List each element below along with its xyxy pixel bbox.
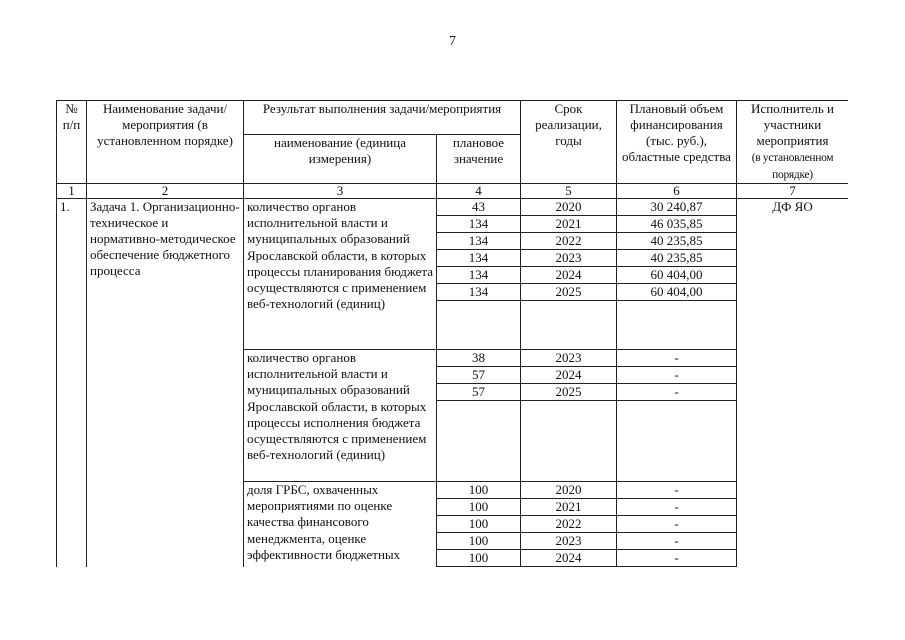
table-container: [56, 100, 848, 640]
finance-amount: -: [617, 550, 737, 567]
finance-amount: -: [617, 367, 737, 384]
result-description: количество органов исполнительной власти и муниципальных образований Ярославской области, в которых процессы планирования бюджета осуществляются с применением веб-технологий (единиц): [244, 199, 437, 350]
table-row: [57, 199, 849, 216]
col-number: 7: [737, 184, 849, 199]
empty-cell: [521, 333, 617, 350]
col-number: 3: [244, 184, 437, 199]
page-number: 7: [449, 34, 456, 49]
term-year: 2025: [521, 284, 617, 301]
empty-cell: [521, 433, 617, 449]
header-term: Срок реализации, годы: [521, 101, 617, 184]
finance-amount: -: [617, 482, 737, 499]
finance-amount: 40 235,85: [617, 250, 737, 267]
result-value: 100: [437, 533, 521, 550]
term-year: 2024: [521, 367, 617, 384]
term-year: 2022: [521, 233, 617, 250]
term-year: 2021: [521, 499, 617, 516]
term-year: 2022: [521, 516, 617, 533]
col-number: 2: [87, 184, 244, 199]
header-num: № п/п: [57, 101, 87, 184]
empty-cell: [617, 465, 737, 482]
task-name: Задача 1. Организационно-техническое и нормативно-методическое обеспечение бюджетного процесса: [87, 199, 244, 567]
col-number: 5: [521, 184, 617, 199]
program-table: [56, 100, 848, 567]
empty-cell: [617, 433, 737, 449]
finance-amount: -: [617, 499, 737, 516]
result-value: 43: [437, 199, 521, 216]
task-executor: ДФ ЯО: [737, 199, 849, 567]
empty-cell: [521, 317, 617, 333]
header-task-name: Наименование задачи/ мероприятия (в установленном порядке): [87, 101, 244, 184]
result-value: 100: [437, 516, 521, 533]
empty-cell: [437, 449, 521, 465]
result-value: 134: [437, 216, 521, 233]
result-value: 134: [437, 267, 521, 284]
result-value: 38: [437, 350, 521, 367]
empty-cell: [437, 333, 521, 350]
result-value: 57: [437, 367, 521, 384]
col-number: 6: [617, 184, 737, 199]
term-year: 2023: [521, 250, 617, 267]
empty-cell: [437, 417, 521, 433]
result-value: 134: [437, 233, 521, 250]
header-executor-note: (в установленном порядке): [751, 152, 834, 181]
term-year: 2024: [521, 550, 617, 567]
empty-cell: [437, 465, 521, 482]
empty-cell: [617, 401, 737, 418]
result-value: 134: [437, 284, 521, 301]
result-description: доля ГРБС, охваченных мероприятиями по оценке качества финансового менеджмента, оценке эффективности бюджетных: [244, 482, 437, 567]
column-numbers-row: [57, 184, 849, 199]
finance-amount: -: [617, 516, 737, 533]
header-result-group: Результат выполнения задачи/мероприятия: [244, 101, 521, 135]
term-year: 2020: [521, 482, 617, 499]
empty-cell: [437, 401, 521, 418]
result-value: 100: [437, 499, 521, 516]
finance-amount: 60 404,00: [617, 267, 737, 284]
empty-cell: [521, 401, 617, 418]
empty-cell: [617, 449, 737, 465]
finance-amount: -: [617, 350, 737, 367]
header-executor-main: Исполнитель и участники мероприятия: [751, 101, 834, 148]
result-value: 57: [437, 384, 521, 401]
header-result-value: плановое значение: [437, 135, 521, 184]
term-year: 2024: [521, 267, 617, 284]
term-year: 2021: [521, 216, 617, 233]
empty-cell: [521, 465, 617, 482]
term-year: 2025: [521, 384, 617, 401]
header-result-name: наименование (единица измерения): [244, 135, 437, 184]
header-executor: [737, 101, 849, 184]
term-year: 2020: [521, 199, 617, 216]
finance-amount: -: [617, 384, 737, 401]
result-value: 100: [437, 482, 521, 499]
empty-cell: [617, 301, 737, 318]
empty-cell: [437, 317, 521, 333]
header-row: [57, 101, 849, 135]
empty-cell: [437, 301, 521, 318]
finance-amount: 46 035,85: [617, 216, 737, 233]
finance-amount: 60 404,00: [617, 284, 737, 301]
empty-cell: [617, 317, 737, 333]
empty-cell: [521, 449, 617, 465]
col-number: 1: [57, 184, 87, 199]
empty-cell: [617, 417, 737, 433]
empty-cell: [617, 333, 737, 350]
empty-cell: [521, 301, 617, 318]
finance-amount: 40 235,85: [617, 233, 737, 250]
result-value: 100: [437, 550, 521, 567]
result-value: 134: [437, 250, 521, 267]
task-number: 1.: [57, 199, 87, 567]
empty-cell: [437, 433, 521, 449]
term-year: 2023: [521, 533, 617, 550]
finance-amount: -: [617, 533, 737, 550]
col-number: 4: [437, 184, 521, 199]
term-year: 2023: [521, 350, 617, 367]
result-description: количество органов исполнительной власти и муниципальных образований Ярославской области, в которых процессы исполнения бюджета осуществляются с применением веб-технологий (единиц): [244, 350, 437, 482]
finance-amount: 30 240,87: [617, 199, 737, 216]
header-finance: Плановый объем финансирования (тыс. руб.), областные средства: [617, 101, 737, 184]
empty-cell: [521, 417, 617, 433]
